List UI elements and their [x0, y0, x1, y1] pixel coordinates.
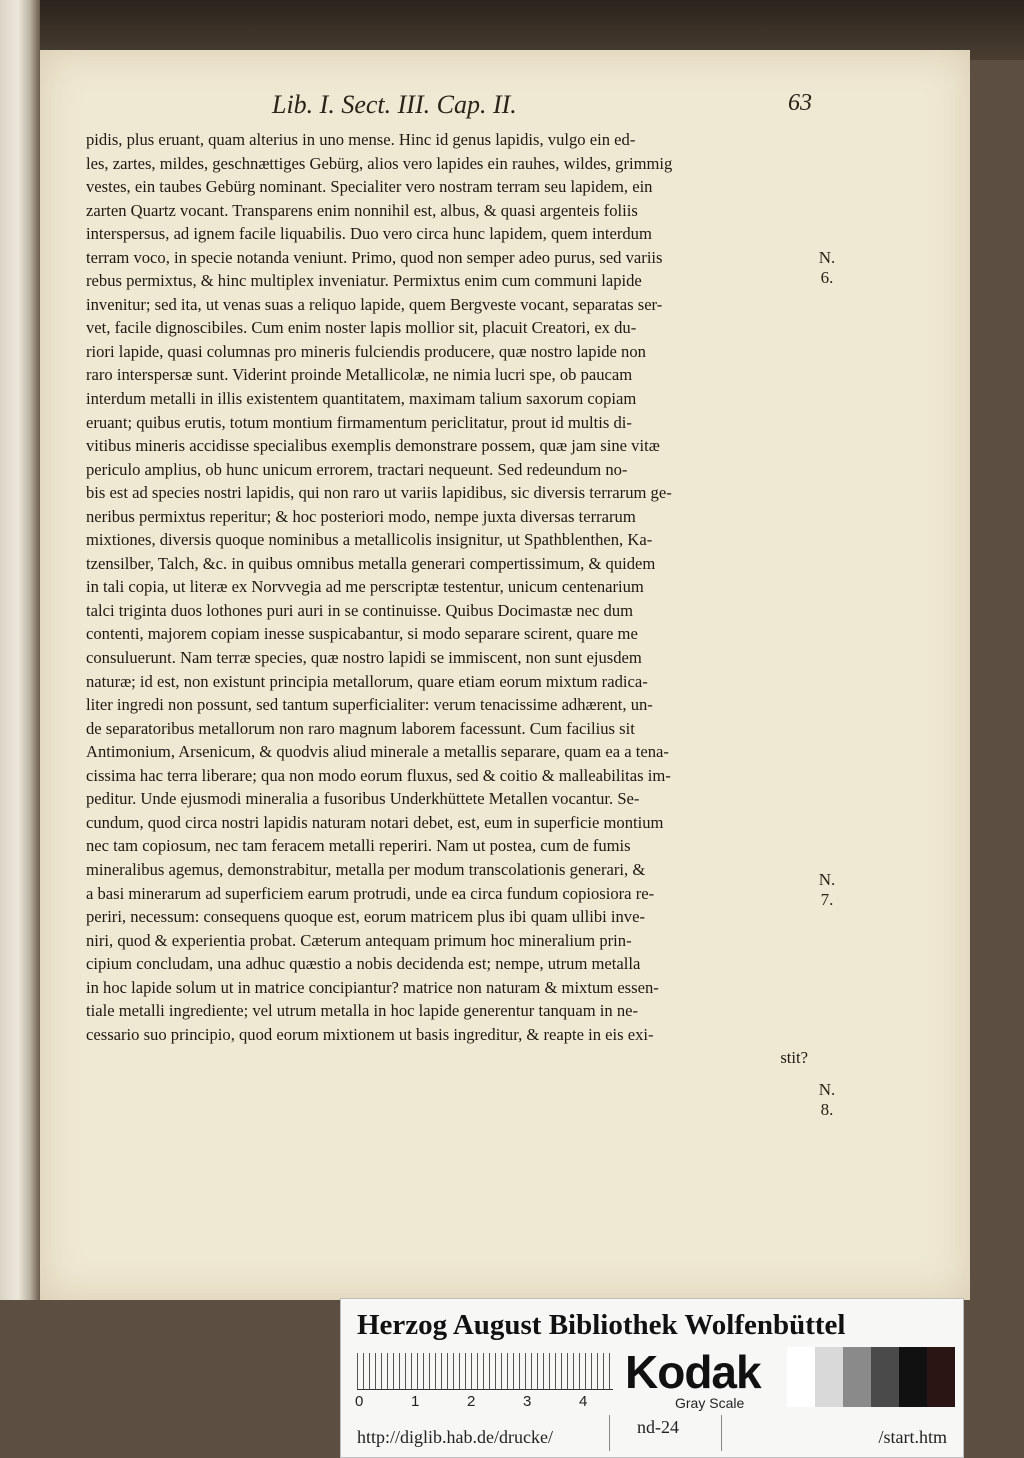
gray-patch: [815, 1347, 843, 1407]
gray-scale-label: Gray Scale: [675, 1395, 745, 1411]
text-line: interspersus, ad ignem facile liquabilis. Duo vero circa hunc lapidem, quem interdum: [86, 224, 652, 244]
library-name: Herzog August Bibliothek Wolfenbüttel: [357, 1309, 846, 1341]
text-line: de separatoribus metallorum non raro magnum laborem facessunt. Cum facilius sit: [86, 718, 635, 738]
text-line: mineralibus agemus, demonstrabitur, metalla per modum transcolationis generari, &: [86, 859, 646, 879]
ruler-number: 3: [523, 1393, 532, 1410]
text-line: cessario suo principio, quod eorum mixtionem ut basis ingreditur, & reapte in eis exi-: [86, 1024, 654, 1044]
text-line: niri, quod & experientia probat. Cæterum antequam primum hoc mineralium prin-: [86, 930, 632, 950]
ruler-numbers: [351, 1393, 611, 1413]
page-number: 63: [788, 90, 812, 116]
ruler-number: 1: [411, 1393, 420, 1410]
body-text: [86, 128, 808, 1070]
ruler-number: 4: [579, 1393, 588, 1410]
running-title: Lib. I. Sect. III. Cap. II.: [272, 90, 517, 119]
text-line: zarten Quartz vocant. Transparens enim nonnihil est, albus, & quasi argenteis foliis: [86, 200, 638, 220]
text-line: mixtiones, diversis quoque nominibus a metallicolis insignitur, ut Spathblenthen, Ka-: [86, 530, 653, 550]
text-line: nec tam copiosum, nec tam feracem metalli reperiri. Nam ut postea, cum de fumis: [86, 836, 631, 856]
text-line: tzensilber, Talch, &c. in quibus omnibus metalla generari compertissimum, & quidem: [86, 553, 656, 573]
text-line: vitibus mineris accidisse specialibus exemplis demonstrare possem, quæ jam sine vitæ: [86, 436, 660, 456]
text-line: rebus permixtus, & hinc multiplex inveniatur. Permixtus enim cum communi lapide: [86, 271, 642, 291]
divider: [609, 1415, 610, 1451]
text-line: Antimonium, Arsenicum, & quodvis aliud minerale a metallis separare, quam ea a tena-: [86, 742, 669, 762]
text-line: in tali copia, ut literæ ex Norvvegia ad me perscriptæ testentur, unicum centenarium: [86, 577, 644, 597]
divider: [721, 1415, 722, 1451]
kodak-logo: Kodak: [625, 1346, 761, 1398]
gray-patch: [787, 1347, 815, 1407]
page-header: [272, 90, 812, 126]
text-line: cipium concludam, una adhuc quæstio a nobis decidenda est; nempe, utrum metalla: [86, 954, 641, 974]
text-line: riori lapide, quasi columnas pro mineris fulciendis producere, quæ nostro lapide non: [86, 341, 646, 361]
ruler-number: 0: [355, 1393, 364, 1410]
text-line: liter ingredi non possunt, sed tantum superficialiter: verum tenacissime adhærent, un-: [86, 695, 653, 715]
color-target-strip: [340, 1298, 964, 1458]
text-line: periculo amplius, ob hunc unicum errorem, tractari nequeunt. Sed redeundum no-: [86, 459, 628, 479]
text-line: pidis, plus eruant, quam alterius in uno mense. Hinc id genus lapidis, vulgo ein ed-: [86, 130, 636, 149]
margin-note: N. 8.: [818, 1080, 836, 1119]
url-right: /start.htm: [878, 1427, 947, 1447]
text-line: cissima hac terra liberare; qua non modo eorum fluxus, sed & coitio & malleabilitas im-: [86, 765, 671, 785]
text-line: vestes, ein taubes Gebürg nominant. Specialiter vero nostram terram seu lapidem, ein: [86, 177, 653, 197]
text-line: invenitur; sed ita, ut venas suas a reliquo lapide, quem Bergveste vocant, separatas ser-: [86, 294, 663, 314]
text-line: naturæ; id est, non existunt principia metallorum, quare etiam eorum mixtum radica-: [86, 671, 648, 691]
url-left: http://diglib.hab.de/drucke/: [357, 1427, 553, 1447]
text-line: contenti, majorem copiam inesse suspicabantur, si modo separare scirent, quare me: [86, 624, 638, 644]
text-line: peditur. Unde ejusmodi mineralia a fusoribus Underkhüttete Metallen vocantur. Se-: [86, 789, 640, 809]
margin-note: N. 6.: [818, 248, 836, 287]
gray-patch: [843, 1347, 871, 1407]
gray-patch: [871, 1347, 899, 1407]
text-line: eruant; quibus erutis, totum montium firmamentum periclitatur, prout id multis di-: [86, 412, 632, 432]
adjacent-page-edge: [0, 0, 40, 1300]
text-line: tiale metalli ingrediente; vel utrum metalla in hoc lapide generentur tanquam in ne-: [86, 1001, 639, 1021]
gray-scale-patches: [787, 1347, 955, 1407]
text-line: consuluerunt. Nam terræ species, quæ nostro lapidi se immiscent, non sunt ejusdem: [86, 648, 642, 668]
text-line: vet, facile dignoscibiles. Cum enim noster lapis mollior sit, placuit Creatori, ex du-: [86, 318, 637, 338]
shelf-code: nd-24: [637, 1417, 679, 1437]
text-line: terram voco, in specie notanda veniunt. Primo, quod non semper adeo purus, sed variis: [86, 247, 663, 267]
gray-patch: [927, 1347, 955, 1407]
ruler: [357, 1353, 613, 1390]
text-line: stit?: [780, 1048, 808, 1068]
text-line: les, zartes, mildes, geschnættiges Gebürg, alios vero lapides ein rauhes, wildes, grimmig: [86, 153, 673, 173]
text-line: a basi minerarum ad superficiem earum protrudi, unde ea circa fundum copiosiora re-: [86, 883, 655, 903]
text-line: interdum metalli in illis existentem quantitatem, maximam talium saxorum copiam: [86, 389, 637, 409]
ruler-number: 2: [467, 1393, 476, 1410]
text-line: in hoc lapide solum ut in matrice concipiantur? matrice non naturam & mixtum essen-: [86, 977, 659, 997]
text-line: raro interspersæ sunt. Viderint proinde Metallicolæ, ne nimia lucri spe, ob paucam: [86, 365, 633, 385]
text-line: talci triginta duos lothones puri auri in se continuisse. Quibus Docimastæ nec dum: [86, 600, 634, 620]
text-line: periri, necessum: consequens quoque est, eorum matricem plus ibi quam ullibi inve-: [86, 907, 645, 927]
gray-patch: [899, 1347, 927, 1407]
text-line: cundum, quod circa nostri lapidis naturam notari debet, est, eum in superficie montium: [86, 812, 664, 832]
text-line: neribus permixtus reperitur; & hoc posteriori modo, nempe juxta diversas terrarum: [86, 506, 636, 526]
margin-note: N. 7.: [818, 870, 836, 909]
text-line: bis est ad species nostri lapidis, qui non raro ut variis lapidibus, sic diversis terrarum ge-: [86, 483, 672, 503]
